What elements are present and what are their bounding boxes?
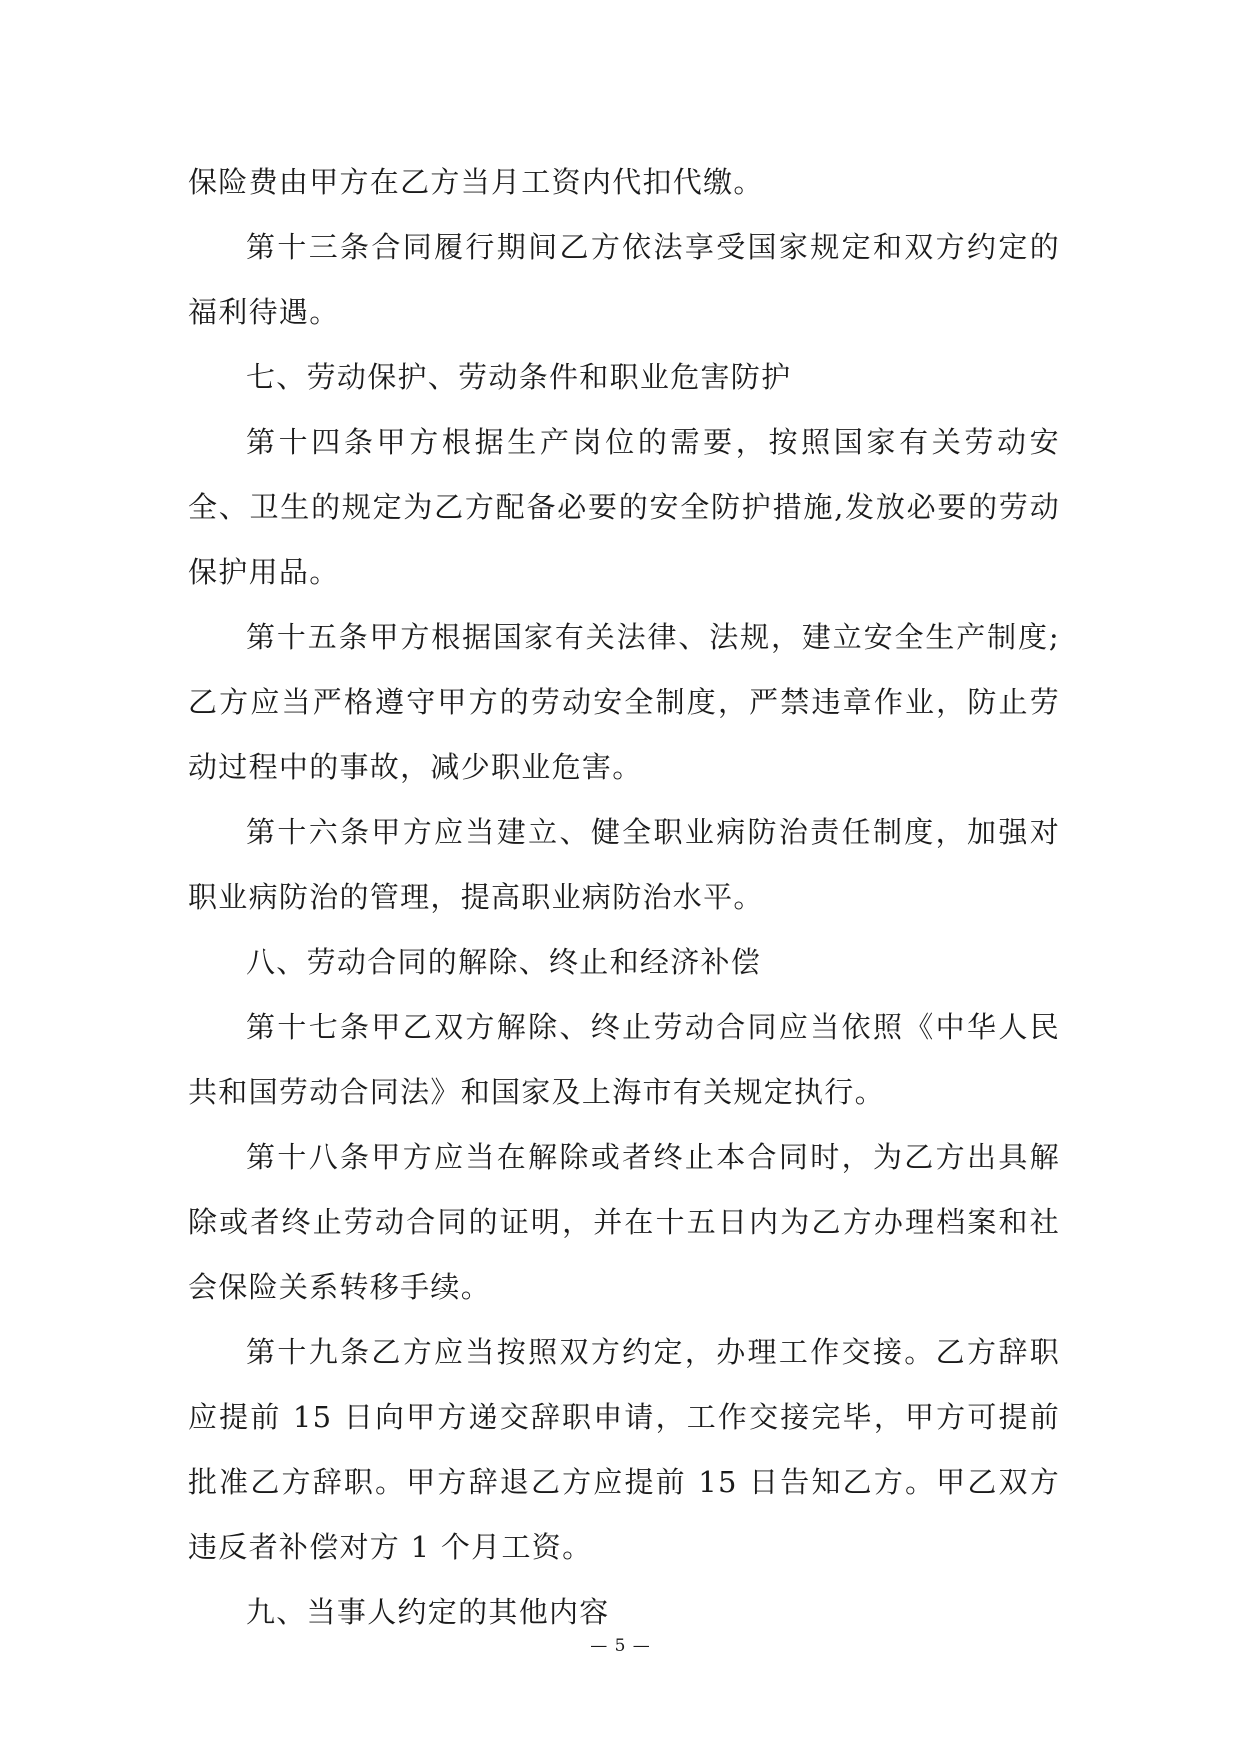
section-heading-7: 七、劳动保护、劳动条件和职业危害防护 bbox=[246, 360, 792, 394]
paragraph-article-16: 第十六条甲方应当建立、健全职业病防治责任制度，加强对职业病防治的管理，提高职业病防治水平。 bbox=[188, 815, 1060, 914]
paragraph-continuation: 保险费由甲方在乙方当月工资内代扣代缴。 bbox=[188, 165, 764, 199]
section-heading-9: 九、当事人约定的其他内容 bbox=[246, 1595, 610, 1629]
page-number: — 5 — bbox=[590, 1636, 651, 1656]
paragraph-article-18: 第十八条甲方应当在解除或者终止本合同时，为乙方出具解除或者终止劳动合同的证明，并在十五日内为乙方办理档案和社会保险关系转移手续。 bbox=[188, 1140, 1060, 1304]
section-heading-8: 八、劳动合同的解除、终止和经济补偿 bbox=[246, 945, 762, 979]
paragraph-article-19: 第十九条乙方应当按照双方约定，办理工作交接。乙方辞职应提前 15 日向甲方递交辞职申请，工作交接完毕，甲方可提前批准乙方辞职。甲方辞退乙方应提前 15 日告知乙方。甲乙双方违反者补偿对方 1 个月工资。 bbox=[188, 1335, 1060, 1564]
document-body bbox=[188, 150, 1060, 1645]
paragraph-article-15: 第十五条甲方根据国家有关法律、法规，建立安全生产制度;乙方应当严格遵守甲方的劳动安全制度，严禁违章作业，防止劳动过程中的事故，减少职业危害。 bbox=[188, 620, 1060, 784]
paragraph-article-17: 第十七条甲乙双方解除、终止劳动合同应当依照《中华人民共和国劳动合同法》和国家及上海市有关规定执行。 bbox=[188, 1010, 1060, 1109]
paragraph-article-13: 第十三条合同履行期间乙方依法享受国家规定和双方约定的福利待遇。 bbox=[188, 230, 1060, 329]
paragraph-article-14: 第十四条甲方根据生产岗位的需要，按照国家有关劳动安全、卫生的规定为乙方配备必要的安全防护措施,发放必要的劳动保护用品。 bbox=[188, 425, 1060, 589]
